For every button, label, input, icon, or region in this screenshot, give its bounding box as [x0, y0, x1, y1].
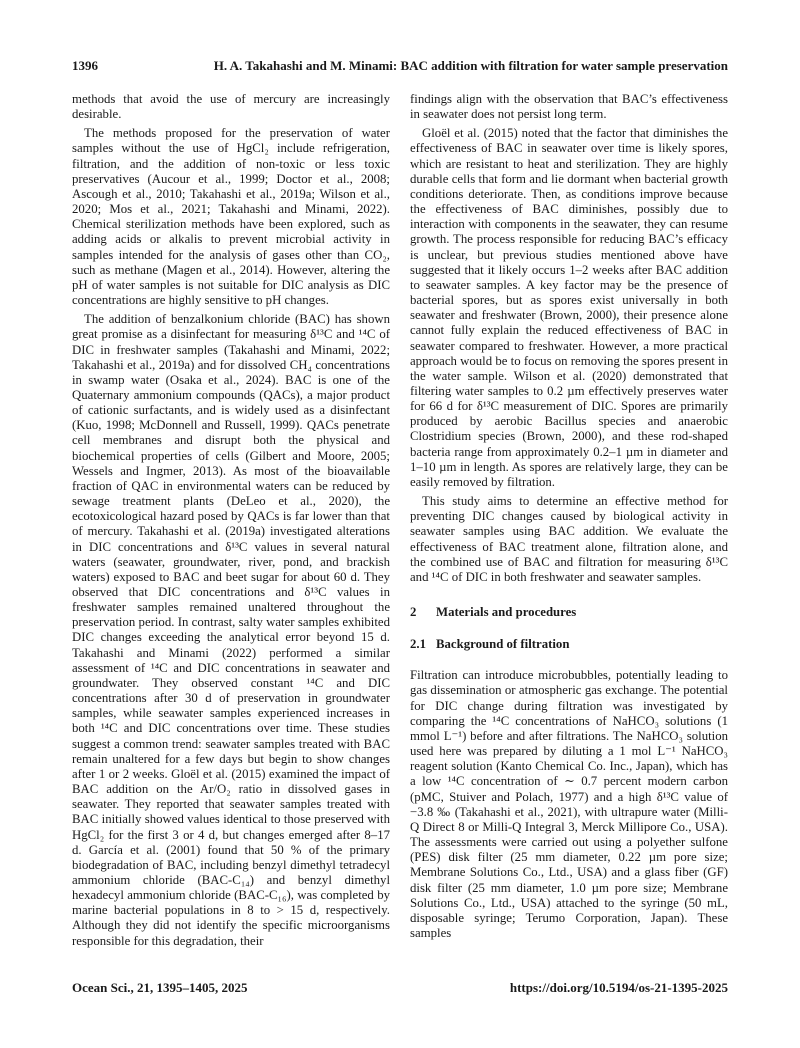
left-column: [72, 92, 390, 953]
paragraph: This study aims to determine an effective method for preventing DIC changes caused by biological activity in seawater samples using BAC addition. We evaluate the effectiveness of BAC treatment alone, filtration alone, and the combined use of BAC and filtration for measuring δ¹³C and ¹⁴C of DIC in both freshwater and seawater samples.: [410, 494, 728, 584]
heading-number: 2: [410, 605, 417, 619]
section-heading: [410, 605, 728, 620]
page-number: 1396: [72, 58, 98, 73]
heading-title: Background of filtration: [436, 637, 570, 652]
paragraph: The methods proposed for the preservation of water samples without the use of HgCl₂ include refrigeration, filtration, and the addition of non-toxic or less toxic preservatives (Aucour et al., 1999; Doctor et al., 2008; Ascough et al., 2010; Takahashi et al., 2019a; Wilson et al., 2020; Mos et al., 2021; Takahashi and Minami, 2022). Chemical sterilization methods have been explored, such as adding acids or alkalis to prevent microbial activity in samples intended for the analysis of gases other than CO₂, such as methane (Magen et al., 2014). However, altering the pH of water samples is not suitable for DIC analysis as DIC concentrations are highly sensitive to pH changes.: [72, 126, 390, 308]
heading-number: 2.1: [410, 637, 426, 652]
subsection-heading: [410, 637, 728, 652]
journal-citation: Ocean Sci., 21, 1395–1405, 2025: [72, 980, 248, 995]
paragraph: Gloël et al. (2015) noted that the factor that diminishes the effectiveness of BAC in seawater over time is likely spores, which are resistant to heat and sterilization. They are highly durable cells that form and lie dormant when bacterial growth conditions deteriorate. Then, as conditions improve because the effectiveness of BAC diminishes, possibly due to interaction with components in the seawater, they can resume growth. The process responsible for reducing BAC’s efficacy is unclear, but previous studies mentioned above have suggested that it likely occurs 1–2 weeks after BAC addition to seawater samples. A key factor may be the presence of bacterial spores, but as spores exist universally in both seawater and freshwater (Brown, 2000), their presence alone cannot fully explain the reduced effectiveness of BAC in seawater compared to freshwater. However, a more practical approach would be to focus on removing the spores present in the water sample. Wilson et al. (2020) demonstrated that filtering water samples to 0.2 µm effectively preserves water for 66 d for δ¹³C measurement of DIC. Spores are primarily produced by aerobic Bacillus species and anaerobic Clostridium species (Brown, 2000), and these rod-shaped bacteria range from approximately 0.2–1 µm in diameter and 1–10 µm in length. As spores are relatively large, they can be easily removed by filtration.: [410, 126, 728, 489]
right-column: [410, 92, 728, 945]
paragraph: Filtration can introduce microbubbles, potentially leading to gas dissemination or atmospheric gas exchange. The potential for DIC change during filtration was investigated by comparing the ¹⁴C concentrations of NaHCO₃ solutions (1 mmol L⁻¹) before and after filtrations. The NaHCO₃ solution used here was prepared by diluting a 1 mol L⁻¹ NaHCO₃ reagent solution (Kanto Chemical Co. Inc., Japan), which has a low ¹⁴C concentration of ∼ 0.7 percent modern carbon (pMC, Stuiver and Polach, 1977) and a high δ¹³C value of −3.8 ‰ (Takahashi et al., 2021), with ultrapure water (Milli-Q Direct 8 or Milli-Q Integral 3, Merck Millipore Co., USA). The assessments were carried out using a polyether sulfone (PES) disk filter (25 mm diameter, 0.22 µm pore size; Membrane Solutions Co., Ltd., USA) and a glass fiber (GF) disk filter (25 mm diameter, 1.0 µm pore size; Membrane Solutions Co., Ltd., USA) attached to the syringe (50 mL, disposable syringe; Terumo Corporation, Japan). These samples: [410, 668, 728, 940]
page-footer: [72, 980, 728, 1000]
paragraph: The addition of benzalkonium chloride (BAC) has shown great promise as a disinfectant for measuring δ¹³C and ¹⁴C of DIC in freshwater samples (Takahashi and Minami, 2022; Takahashi et al., 2019a) and for dissolved CH₄ concentrations in swamp water (Osaka et al., 2024). BAC is one of the Quaternary ammonium compounds (QACs), a major product of cationic surfactants, and is widely used as a disinfectant (Kuo, 1998; McDonnell and Russell, 1999). QACs penetrate cell membranes and disrupt both the physical and biochemical properties of cells (Gilbert and Moore, 2005; Wessels and Ingmer, 2013). As most of the bioavailable fraction of QAC in environmental waters can be reduced by sewage treatment plants (DeLeo et al., 2020), the ecotoxicological hazard posed by QACs is far lower than that of mercury. Takahashi et al. (2019a) investigated alterations in DIC concentrations and δ¹³C values in several natural waters (seawater, groundwater, river, pond, and brackish waters) exposed to BAC and beet sugar for about 60 d. They observed that DIC concentrations and δ¹³C values in freshwater samples remained unaltered throughout the preservation period. In contrast, salty water samples exhibited DIC changes exceeding the analytical error beyond 15 d. Takahashi and Minami (2022) performed a similar assessment of ¹⁴C and DIC concentrations in seawater and groundwater. They observed constant ¹⁴C and DIC concentrations after 30 d of preservation in groundwater samples, while seawater samples experienced increases in both ¹⁴C and DIC concentrations over time. These studies suggest a common trend: seawater samples treated with BAC remain unaltered for a few days but begin to show changes after 1 or 2 weeks. Gloël et al. (2015) examined the impact of BAC addition on the Ar/O₂ ratio in dissolved gases in seawater. They reported that seawater samples treated with BAC initially showed values identical to those preserved with HgCl₂ for the first 3 or 4 d, but changes emerged after 8–17 d. García et al. (2001) found that 50 % of the primary biodegradation of BAC, including benzyl dimethyl tetradecyl ammonium chloride (BAC-C₁₄) and benzyl dimethyl hexadecyl ammonium chloride (BAC-C₁₆), was completed by marine bacterial populations in 8 to > 15 d, respectively. Although they did not identify the specific microorganisms responsible for this degradation, their: [72, 312, 390, 948]
page-header: [72, 58, 728, 78]
paragraph: methods that avoid the use of mercury are increasingly desirable.: [72, 92, 390, 122]
heading-title: Materials and procedures: [436, 605, 577, 619]
paragraph: findings align with the observation that BAC’s effectiveness in seawater does not persist long term.: [410, 92, 728, 122]
running-title: H. A. Takahashi and M. Minami: BAC addition with filtration for water sample preservation: [213, 58, 728, 73]
doi-link[interactable]: https://doi.org/10.5194/os-21-1395-2025: [509, 980, 728, 995]
